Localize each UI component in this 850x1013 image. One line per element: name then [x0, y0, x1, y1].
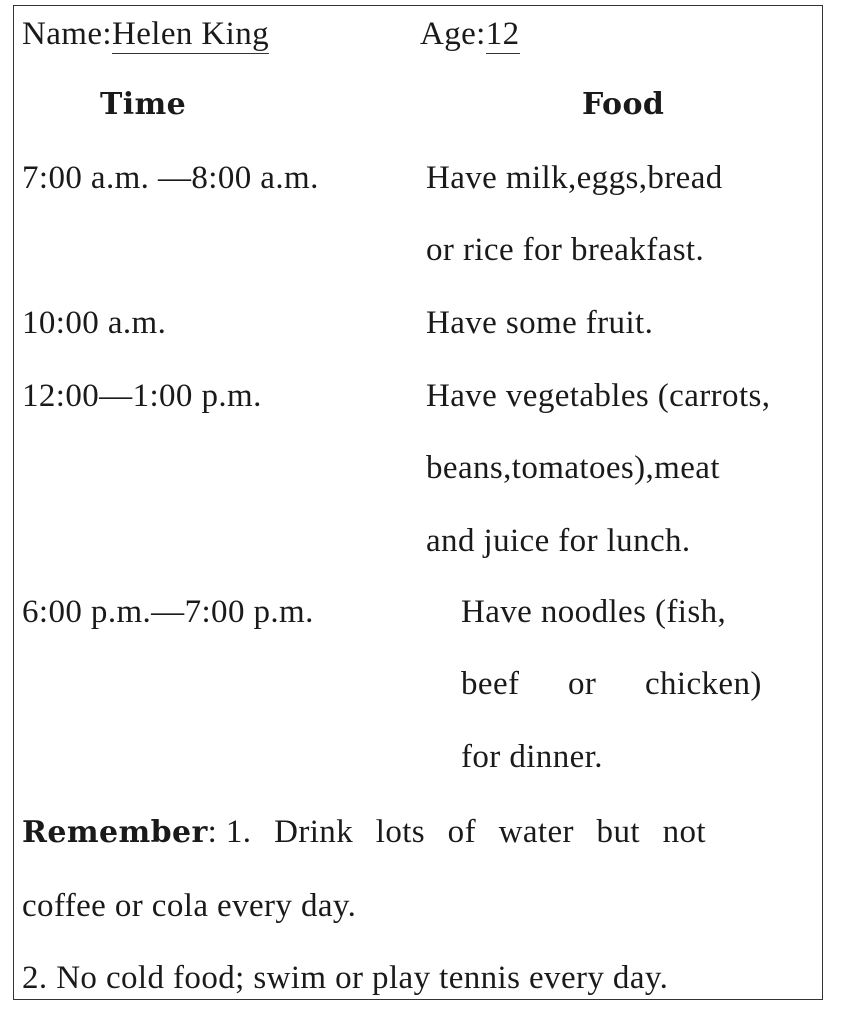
remember-line-1	[22, 812, 706, 853]
row-4-food-line-3: for dinner.	[461, 739, 603, 775]
name-line	[22, 14, 269, 54]
row-3-food-line-2: beans,tomatoes),meat	[426, 450, 720, 486]
age-value: 12	[485, 16, 520, 52]
row-1-food-line-1: Have milk,eggs,bread	[426, 160, 723, 196]
row-1-food-line-2: or rice for breakfast.	[426, 232, 705, 268]
row-4-time: 6:00 p.m.—7:00 p.m.	[22, 594, 314, 630]
time-column-heading: Time	[100, 87, 187, 122]
row-4-food-line-2: beef or chicken)	[461, 666, 762, 702]
food-column-heading: Food	[582, 87, 665, 122]
remember-line-2: coffee or cola every day.	[22, 888, 357, 924]
row-2-time: 10:00 a.m.	[22, 305, 167, 341]
row-4-food-line-1: Have noodles (fish,	[461, 594, 727, 630]
age-label: Age:	[420, 16, 486, 52]
name-value: Helen King	[111, 16, 270, 52]
row-3-food-line-3: and juice for lunch.	[426, 523, 691, 559]
name-label: Name:	[22, 16, 112, 52]
row-3-food-line-1: Have vegetables (carrots,	[426, 378, 771, 414]
remember-colon: :	[207, 814, 218, 850]
remember-label: Remember	[22, 815, 208, 850]
remember-item-1-line-1: 1. Drink lots of water but not	[225, 814, 706, 850]
row-1-time: 7:00 a.m. —8:00 a.m.	[22, 160, 319, 196]
row-3-time: 12:00—1:00 p.m.	[22, 378, 262, 414]
age-line	[420, 14, 520, 54]
row-2-food-line-1: Have some fruit.	[426, 305, 654, 341]
remember-line-3: 2. No cold food; swim or play tennis every day.	[22, 960, 669, 996]
